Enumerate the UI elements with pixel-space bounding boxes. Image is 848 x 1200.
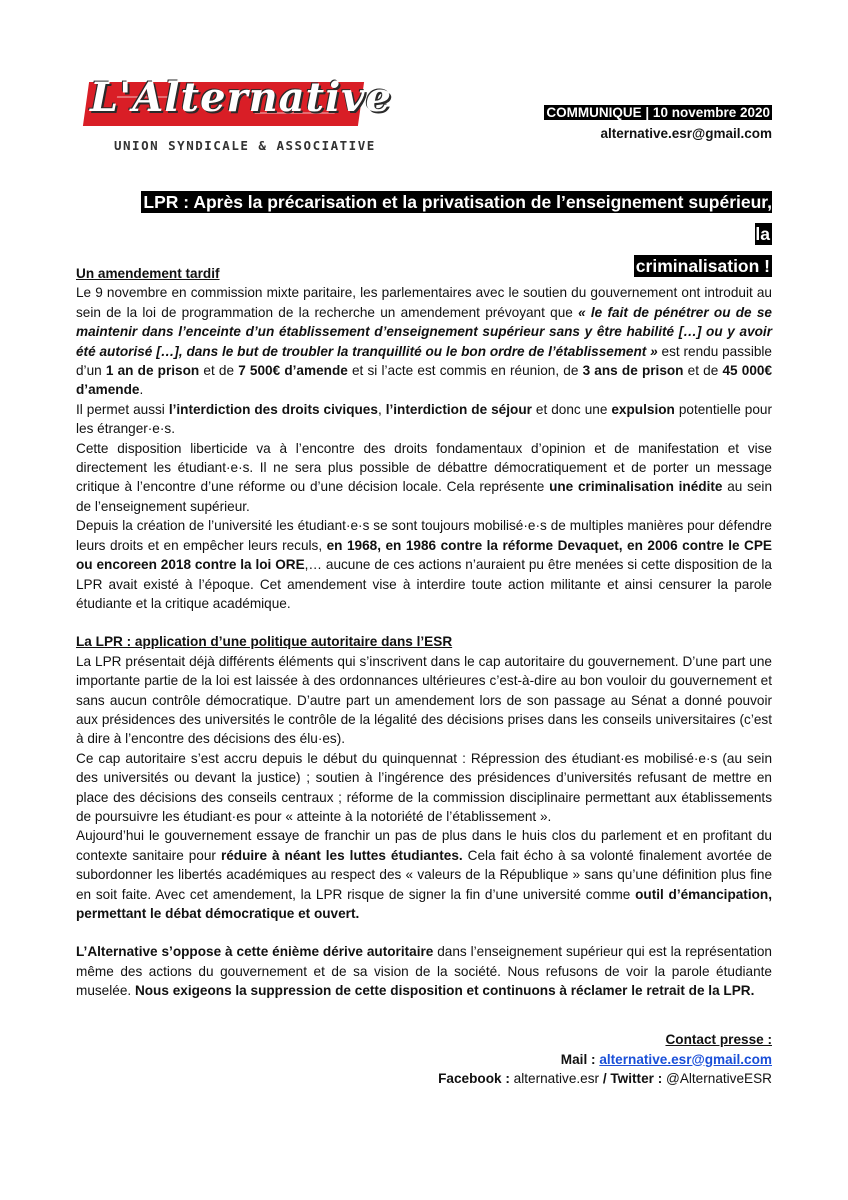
- section-1-paragraph-4: Depuis la création de l’université les étudiant·e·s se sont toujours mobilisé·e·s de multiples manières pour défendre leurs droits et en empêcher leurs reculs, en 1968, en 1986 contre la réforme Devaquet, en 2006 contre le CPE ou encoreen 2018 contre la loi ORE,… aucune de ces actions n’auraient pu être menées si cette disposition de la LPR avait existé à l’époque. Cet amendement vise à interdire toute action militante et ainsi censurer la parole étudiante et la critique académique.: [76, 518, 772, 611]
- document-body: [76, 264, 772, 1001]
- logo-subtitle: UNION SYNDICALE & ASSOCIATIVE: [114, 138, 376, 153]
- header-email: alternative.esr@gmail.com: [600, 126, 772, 141]
- section-1-paragraph-3: Cette disposition liberticide va à l’encontre des droits fondamentaux d’opinion et de manifestation et vise directement les étudiant·e·s. Il ne sera plus possible de débattre démocratiquement et de porter un message critique à l’encontre d’une réforme ou d’une décision locale. Cela représente une criminalisation inédite au sein de l’enseignement supérieur.: [76, 440, 773, 514]
- conclusion-paragraph: L’Alternative s’oppose à cette énième dérive autoritaire dans l’enseignement supérieur qui est la représentation même des actions du gouvernement et de sa vision de la société. Nous refusons de voir la parole étudiante muselée. Nous exigeons la suppression de cette disposition et continuons à réclamer le retrait de la LPR.: [76, 944, 772, 999]
- logo-name: L'Alternative: [90, 74, 392, 121]
- section-2-paragraph-2: Ce cap autoritaire s’est accru depuis le début du quinquennat : Répression des étudiant·es mobilisé·e·s (au sein des universités ou devant la justice) ; soutien à l’ingérence des présidences d’universités refusant de mettre en place des décisions des conseils centraux ; réforme de la commission disciplinaire permettant aux établissements de poursuivre les étudiant·es pour « atteinte à la notoriété de l’établissement ».: [76, 750, 772, 824]
- mail-link[interactable]: alternative.esr@gmail.com: [599, 1051, 772, 1067]
- facebook-handle: alternative.esr: [513, 1071, 600, 1086]
- header-info: [544, 102, 772, 144]
- section-2-heading: La LPR : application d’une politique autoritaire dans l’ESR: [76, 634, 453, 650]
- section-2-paragraph-3: Aujourd’hui le gouvernement essaye de franchir un pas de plus dans le huis clos du parlement et en profitant du contexte sanitaire pour réduire à néant les luttes étudiantes. Cela fait écho à sa volonté finalement avortée de subordonner les libertés académiques au respect des « valeurs de la République » sans qu’une définition plus fine en soit faite. Avec cet amendement, la LPR risque de signer la fin d’une université comme outil d’émancipation, permettant le débat démocratique et ouvert.: [76, 828, 772, 921]
- mail-label: Mail :: [560, 1051, 600, 1067]
- section-1-paragraph-1: Le 9 novembre en commission mixte paritaire, les parlementaires avec le soutien du gouvernement ont introduit au sein de la loi de programmation de la recherche un amendement prévoyant que « le fait de pénétrer ou de se maintenir dans l’enceinte d’un établissement d’enseignement supérieur sans y être habilité […] ou y avoir été autorisé […], dans le but de troubler la tranquillité ou le bon ordre de l’établissement » est rendu passible d’un 1 an de prison et de 7 500€ d’amende et si l’acte est commis en réunion, de 3 ans de prison et de 45 000€ d’amende.: [76, 285, 773, 398]
- section-1-paragraph-2: Il permet aussi l’interdiction des droits civiques, l’interdiction de séjour et donc une expulsion potentielle pour les étranger·e·s.: [76, 401, 772, 437]
- press-contact: [438, 1030, 772, 1089]
- section-1-heading: Un amendement tardif: [76, 266, 220, 281]
- contact-heading: Contact presse :: [665, 1032, 772, 1047]
- section-2-paragraph-1: La LPR présentait déjà différents éléments qui s’inscrivent dans le cap autoritaire du gouvernement. D’une part une importante partie de la loi est laissée à des ordonnances ultérieures c’est-à-dire au bon vouloir du gouvernement et sans aucun contrôle démocratique. D’autre part un amendement lors de son passage au Sénat a donné pouvoir aux présidences des universités le contrôle de la légalité des décisions prises dans les conseils universitaires (c’est à dire à l’encontre des décisions des élu·es).: [76, 653, 772, 747]
- twitter-label: / Twitter :: [599, 1071, 667, 1086]
- title-line-1: LPR : Après la précarisation et la privatisation de l’enseignement supérieur, la: [143, 192, 772, 244]
- alternative-logo: [86, 72, 392, 162]
- communique-date: COMMUNIQUE | 10 novembre 2020: [546, 105, 770, 120]
- title-line-2: criminalisation !: [635, 256, 770, 276]
- facebook-label: Facebook :: [438, 1071, 514, 1086]
- twitter-handle: @AlternativeESR: [666, 1071, 772, 1086]
